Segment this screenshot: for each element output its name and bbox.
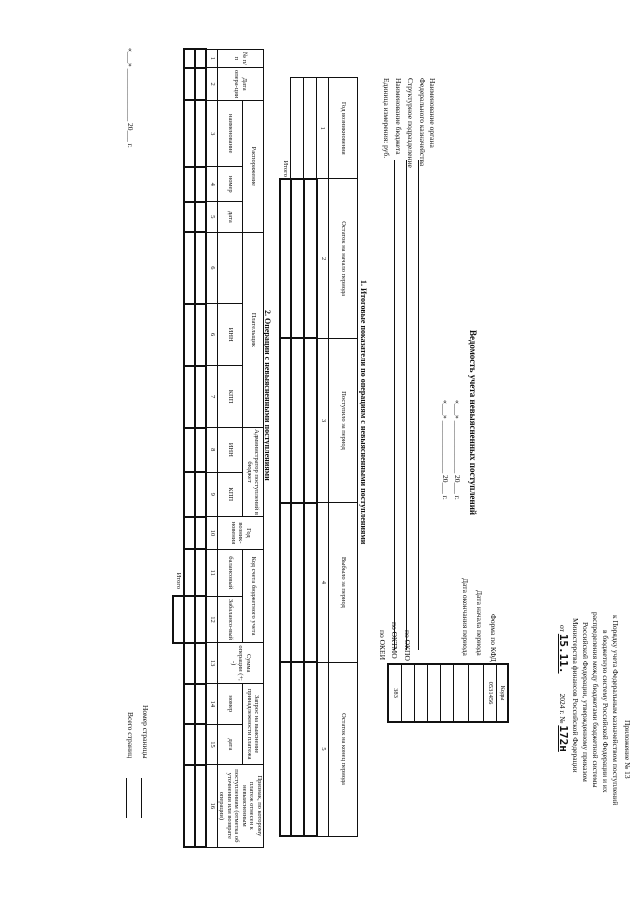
s2-cell — [184, 68, 195, 101]
section1-table — [280, 77, 359, 837]
s2-total-label: Итого — [174, 572, 182, 590]
s2-num: 6 — [206, 304, 218, 366]
s1-h-year: Год возникновения — [329, 78, 358, 179]
s2-cell — [195, 684, 206, 725]
s2-h-order: Распоряжение — [243, 100, 264, 232]
s1-cell — [304, 662, 317, 836]
order-year: 2024 г. № — [558, 693, 567, 724]
s2-num: 13 — [206, 643, 218, 684]
s2-num: 14 — [206, 684, 218, 725]
s2-num: 4 — [206, 167, 218, 202]
s2-cell — [195, 596, 206, 643]
s2-num: 5 — [206, 202, 218, 233]
appendix-line-4: Российской Федерации, утвержденному приказом — [581, 622, 590, 782]
field-label-treasury: Федерального казначейства — [418, 78, 427, 167]
order-number: 172н — [557, 725, 570, 752]
s2-cell — [195, 202, 206, 233]
s1-cell — [291, 503, 304, 662]
s1-cell — [291, 78, 304, 179]
footer-date: «___» ______________ 20___ г. — [126, 48, 135, 148]
field-line-org — [418, 160, 419, 650]
s2-cell — [184, 643, 195, 684]
s2-num: 15 — [206, 724, 218, 765]
s2-num: 10 — [206, 517, 218, 550]
period-start-value — [469, 664, 484, 722]
s2-cell — [195, 643, 206, 684]
page-number-label: Номер страницы — [141, 705, 150, 759]
s2-cell — [195, 366, 206, 428]
s1-cell — [291, 338, 304, 502]
s2-h-order-name: наименование — [218, 100, 243, 166]
field-line-budget — [394, 160, 395, 650]
section2-title: 2. Операции с невыясненными поступлениями — [263, 310, 272, 481]
s2-cell — [195, 765, 206, 847]
s2-h-date: Дата опера-ции — [218, 68, 264, 101]
s2-h-balance: балансовый — [218, 549, 243, 596]
s1-cell — [304, 78, 317, 179]
period-end-value — [454, 664, 469, 722]
s2-cell — [184, 549, 195, 596]
empty-code-1 — [441, 664, 454, 722]
appendix-title: Приложение № 13 — [623, 720, 632, 779]
s1-h-start: Остаток на начало периода — [329, 179, 358, 338]
s1-total-cell — [281, 338, 292, 502]
empty-code-2 — [428, 664, 441, 722]
s2-num: 2 — [206, 68, 218, 101]
s2-cell — [195, 68, 206, 101]
total-pages-line — [126, 778, 127, 818]
s2-h-req-date: дата — [218, 724, 243, 765]
s2-num: 11 — [206, 549, 218, 596]
s2-h-payer-inn: ИНН — [218, 304, 243, 366]
s2-total-sum — [173, 596, 184, 643]
s1-cell — [304, 338, 317, 502]
s2-h-request: Запрос на выяснение принадлежности платежа — [243, 684, 264, 765]
s2-cell — [195, 100, 206, 166]
okei-label: по ОКЕИ — [378, 630, 387, 661]
s2-cell — [184, 366, 195, 428]
oktmo-label: по ОКТМО — [390, 622, 399, 659]
s2-h-payer: Плательщик — [243, 232, 264, 427]
s1-total-label: Итого — [282, 160, 290, 177]
s1-cell — [304, 179, 317, 338]
order-line — [558, 625, 568, 752]
s2-h-admin-inn: ИНН — [218, 428, 243, 473]
field-label-org: Наименование органа — [428, 78, 437, 148]
field-label-department: Структурное подразделение — [406, 78, 415, 168]
s1-total-cell — [281, 179, 292, 338]
s2-num: 8 — [206, 428, 218, 473]
s2-cell — [195, 232, 206, 303]
document-title: Ведомость учета невыясненных поступлений — [468, 330, 478, 516]
section2-table — [172, 48, 264, 848]
date-line-1: «___» ______________ 20___ г. — [453, 400, 462, 500]
s1-h-in: Поступило за период — [329, 338, 358, 502]
s1-num-1: 1 — [317, 78, 329, 179]
total-pages-label: Всего страниц — [126, 712, 135, 759]
s2-cell — [184, 472, 195, 517]
s2-cell — [184, 100, 195, 166]
okud-label: Форма по КФД — [489, 614, 498, 662]
oktmo-value — [402, 664, 415, 722]
codes-table — [387, 663, 509, 723]
s2-h-req-number: номер — [218, 684, 243, 725]
order-date: 15.11. — [557, 633, 570, 674]
okpo-value — [415, 664, 428, 722]
s1-num-3: 3 — [317, 338, 329, 502]
order-prefix: от — [558, 625, 567, 632]
s2-h-payer-kpp: КПП — [218, 366, 243, 428]
s2-cell — [184, 517, 195, 550]
s1-cell — [291, 179, 304, 338]
s2-num: 12 — [206, 596, 218, 643]
s2-cell — [195, 304, 206, 366]
period-end-label: Дата окончания периода — [461, 578, 470, 656]
s2-h-num: № п/п — [218, 49, 264, 68]
s2-cell — [195, 167, 206, 202]
s2-num: 1 — [206, 49, 218, 68]
s1-cell — [291, 662, 304, 836]
okpo-label: по ОКПО — [403, 630, 412, 661]
appendix-line-5: Министерства финансов Российской Федерации — [571, 618, 580, 773]
s2-cell — [184, 49, 195, 68]
s2-h-order-number: номер — [218, 167, 243, 202]
period-start-label: Дата начала периода — [475, 590, 484, 656]
s2-cell — [184, 428, 195, 473]
s1-num-4: 4 — [317, 503, 329, 662]
s1-total-cell — [281, 662, 292, 836]
s2-cell — [195, 428, 206, 473]
s1-cell — [304, 503, 317, 662]
s2-cell — [184, 304, 195, 366]
s1-num-5: 5 — [317, 662, 329, 836]
field-line-department — [406, 160, 407, 650]
s2-h-year: Год возник-новения — [218, 517, 264, 550]
s2-cell — [195, 49, 206, 68]
date-line-2: «___» ______________ 20___ г. — [441, 400, 450, 500]
s2-cell — [195, 472, 206, 517]
s2-cell — [184, 724, 195, 765]
s2-num: 7 — [206, 366, 218, 428]
s2-h-admin-kpp: КПП — [218, 472, 243, 517]
s2-h-payer-name — [218, 232, 243, 303]
s2-h-account: Код счета бюджетного учета — [243, 549, 264, 642]
s2-total-empty — [173, 643, 184, 847]
appendix-line-1: к Порядку учета Федеральным казначейством поступлений — [611, 615, 620, 806]
s1-num-2: 2 — [317, 179, 329, 338]
field-label-budget: Наименование бюджета — [394, 78, 403, 155]
s1-h-end: Остаток на конец периода — [329, 662, 358, 836]
okei-value: 383 — [388, 664, 402, 722]
section1-title: 1. Итоговые показатели по операциям с невыясненными поступлениями — [359, 280, 368, 545]
codes-header: Коды — [497, 664, 509, 722]
s1-h-out: Выбыло за период — [329, 503, 358, 662]
s2-cell — [184, 596, 195, 643]
s2-num: 3 — [206, 100, 218, 166]
s2-cell — [184, 167, 195, 202]
okud-value: 0531456 — [484, 664, 497, 722]
s2-num: 16 — [206, 765, 218, 847]
s2-h-offbalance: Забалансо-вый — [218, 596, 243, 643]
s2-cell — [195, 517, 206, 550]
s1-total-cell — [281, 503, 292, 662]
s2-cell — [184, 684, 195, 725]
s2-num: 6 — [206, 232, 218, 303]
s2-cell — [195, 549, 206, 596]
s2-cell — [184, 765, 195, 847]
s2-h-order-date: дата — [218, 202, 243, 233]
s2-h-reason: Признак, по которому платеж отнесен к невыясненным поступлениям (отметка об уточнении или возврате операции) — [218, 765, 264, 847]
s2-h-admin: Администратор поступлений в бюджет — [243, 428, 264, 517]
s2-h-sum: Сумма операции (+; -) — [218, 643, 264, 684]
s2-cell — [195, 724, 206, 765]
field-label-unit: Единица измерения: руб. — [382, 78, 391, 159]
s2-cell — [184, 232, 195, 303]
appendix-line-2: в бюджетную систему Российской Федерации и их — [601, 630, 610, 793]
s2-cell — [184, 202, 195, 233]
appendix-line-3: распределения между бюджетами бюджетной системы — [591, 612, 600, 788]
s2-num: 9 — [206, 472, 218, 517]
page-number-line — [141, 778, 142, 818]
